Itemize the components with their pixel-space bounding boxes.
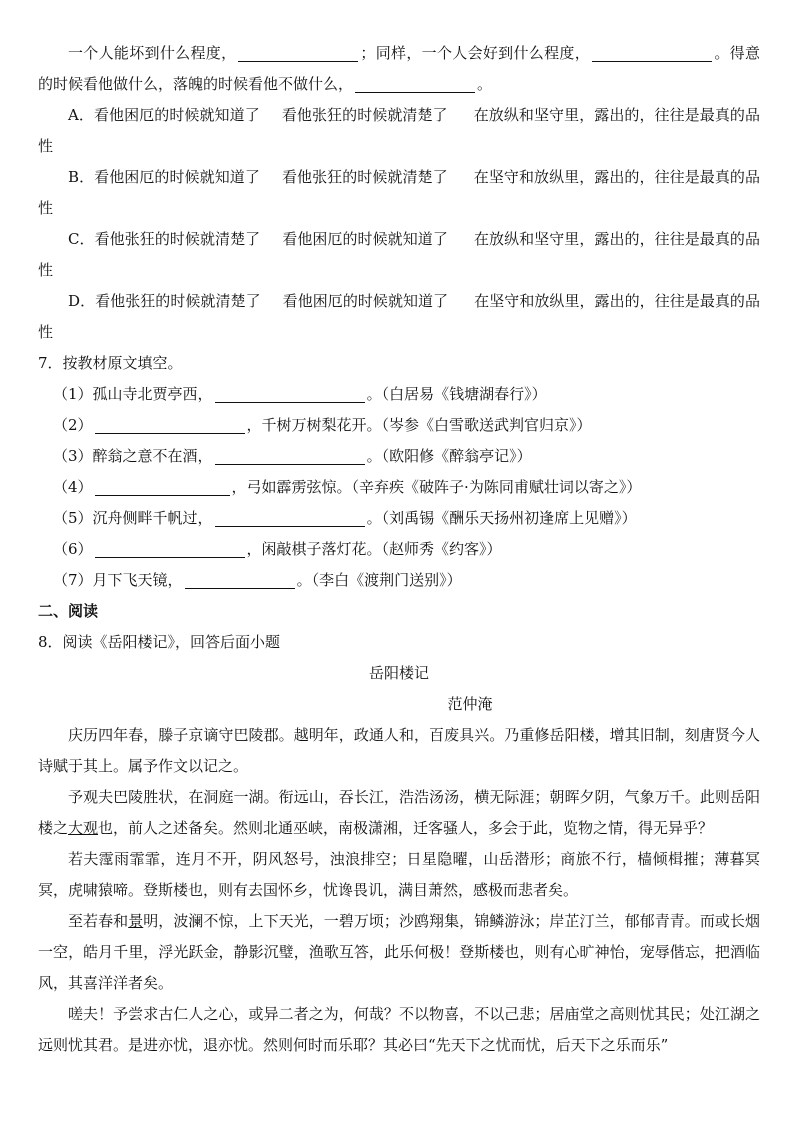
essay-author: 范仲淹 — [447, 695, 493, 713]
essay-paragraph-5: 嗟夫！予尝求古仁人之心，或异二者之为，何哉？不以物喜，不以己悲；居庙堂之高则忧其民；处江湖之远则忧其君。是进亦忧，退亦忧。然则何时而乐耶？其必曰“先天下之忧而忧，后天下之乐而乐” — [38, 1005, 760, 1054]
option-label: C． — [68, 230, 95, 248]
essay-paragraph-3: 若夫霪雨霏霏，连月不开，阴风怒号，浊浪排空；日星隐曜，山岳潜形；商旅不行，樯倾楫摧；薄暮冥冥，虎啸猿啼。登斯楼也，则有去国怀乡，忧谗畏讥，满目萧然，感极而悲者矣。 — [38, 850, 760, 899]
q7-blank-5[interactable] — [215, 506, 365, 527]
q7-blank-6[interactable] — [95, 537, 245, 558]
item-number: （7） — [53, 571, 93, 589]
essay-title: 岳阳楼记 — [368, 664, 429, 682]
item-after: 。（白居易《钱塘湖春行》） — [366, 385, 547, 403]
q7-item-2 — [38, 410, 760, 441]
item-number: （2） — [53, 416, 93, 434]
q7-blank-7[interactable] — [185, 568, 295, 589]
q7-item-6 — [38, 534, 760, 565]
q6-stem-part2: ；同样，一个人会好到什么程度， — [360, 44, 591, 62]
item-after: 。（刘禹锡《酬乐天扬州初逢席上见赠》） — [366, 509, 637, 527]
q7-blank-2[interactable] — [95, 413, 245, 434]
option-s3: 在放纵和坚守里，露出的，往往是最真的品性 — [38, 106, 760, 155]
item-after: ，弓如霹雳弦惊。（辛弃疾《破阵子·为陈同甫赋壮词以寄之》） — [231, 478, 642, 496]
option-s3: 在放纵和坚守里，露出的，往往是最真的品性 — [38, 230, 760, 279]
option-s2: 看他困厄的时候就知道了 — [282, 230, 448, 248]
item-number: （6） — [53, 540, 93, 558]
q6-blank-3[interactable] — [355, 72, 475, 93]
q6-option-c[interactable] — [38, 224, 760, 286]
q6-stem — [38, 38, 760, 100]
item-before: 孤山寺北贾亭西， — [92, 385, 213, 403]
option-s2: 看他张狂的时候就清楚了 — [281, 168, 448, 186]
q6-stem-part3: 。得意的时候看他做什么，落魄的时候看他不做什么， — [38, 44, 760, 93]
q7-item-5 — [38, 503, 760, 534]
q6-stem-end: 。 — [477, 75, 493, 93]
item-number: （1） — [53, 385, 93, 403]
item-number: （5） — [53, 509, 93, 527]
option-s1: 看他张狂的时候就清楚了 — [94, 230, 261, 248]
q7-item-7 — [38, 565, 760, 596]
essay-paragraph-4 — [38, 906, 760, 999]
q6-option-d[interactable] — [38, 286, 760, 348]
q6-stem-part1: 一个人能坏到什么程度， — [68, 44, 237, 62]
item-number: （3） — [53, 447, 93, 465]
option-s1: 看他困厄的时候就知道了 — [94, 168, 260, 186]
option-s1: 看他困厄的时候就知道了 — [93, 106, 260, 124]
paragraph-text: 明，波澜不惊，上下天光，一碧万顷；沙鸥翔集，锦鳞游泳；岸芷汀兰，郁郁青青。而或长烟一空，皓月千里，浮光跃金，静影沉璧，渔歌互答，此乐何极！登斯楼也，则有心旷神怡，宠辱偕忘，把酒临风，其喜洋洋者矣。 — [38, 912, 760, 992]
paragraph-text: 也，前人之述备矣。然则北通巫峡，南极潇湘，迁客骚人，多会于此，览物之情，得无异乎？ — [98, 819, 714, 837]
underlined-word: 大观 — [68, 819, 99, 837]
item-after: ，千树万树梨花开。（岑参《白雪歌送武判官归京》） — [246, 416, 592, 434]
option-label: A． — [68, 106, 94, 124]
option-s3: 在坚守和放纵里，露出的，往往是最真的品性 — [38, 292, 760, 341]
q7-item-4 — [38, 472, 760, 503]
q7-item-1 — [38, 379, 760, 410]
q6-option-b[interactable] — [38, 162, 760, 224]
item-after: 。（李白《渡荆门送别》） — [296, 571, 462, 589]
item-before: 月下飞天镜， — [92, 571, 183, 589]
q6-option-a[interactable] — [38, 100, 760, 162]
q7-blank-1[interactable] — [215, 382, 365, 403]
q7-item-3 — [38, 441, 760, 472]
option-s2: 看他困厄的时候就知道了 — [282, 292, 449, 310]
q7-blank-3[interactable] — [215, 444, 365, 465]
section-heading: 二、阅读 — [38, 602, 99, 620]
item-before: 沉舟侧畔千帆过， — [92, 509, 213, 527]
paragraph-text: 至若春和 — [68, 912, 129, 930]
underlined-word: 景 — [128, 912, 144, 930]
option-s3: 在坚守和放纵里，露出的，往往是最真的品性 — [38, 168, 760, 217]
essay-paragraph-2 — [38, 782, 760, 844]
item-after: 。（欧阳修《醉翁亭记》） — [366, 447, 532, 465]
option-s2: 看他张狂的时候就清楚了 — [281, 106, 448, 124]
item-number: （4） — [53, 478, 93, 496]
essay-paragraph-1: 庆历四年春，滕子京谪守巴陵郡。越明年，政通人和，百废具兴。乃重修岳阳楼，增其旧制，刻唐贤今人诗赋于其上。属予作文以记之。 — [38, 726, 760, 775]
option-label: D． — [68, 292, 96, 310]
option-label: B． — [68, 168, 95, 186]
paragraph-text: 予观夫巴陵胜状，在洞庭一湖。衔远山，吞长江，浩浩汤汤，横无际涯；朝晖夕阴，气象万千。此则岳阳楼之 — [38, 788, 760, 837]
q7-title: 7．按教材原文填空。 — [38, 354, 183, 372]
q6-blank-1[interactable] — [238, 41, 358, 62]
q8-title: 8．阅读《岳阳楼记》，回答后面小题 — [38, 633, 281, 651]
option-s1: 看他张狂的时候就清楚了 — [95, 292, 261, 310]
q6-blank-2[interactable] — [592, 41, 712, 62]
item-before: 醉翁之意不在酒， — [92, 447, 213, 465]
item-after: ，闲敲棋子落灯花。（赵师秀《约客》） — [246, 540, 502, 558]
q7-blank-4[interactable] — [95, 475, 230, 496]
exam-page — [38, 38, 760, 1061]
